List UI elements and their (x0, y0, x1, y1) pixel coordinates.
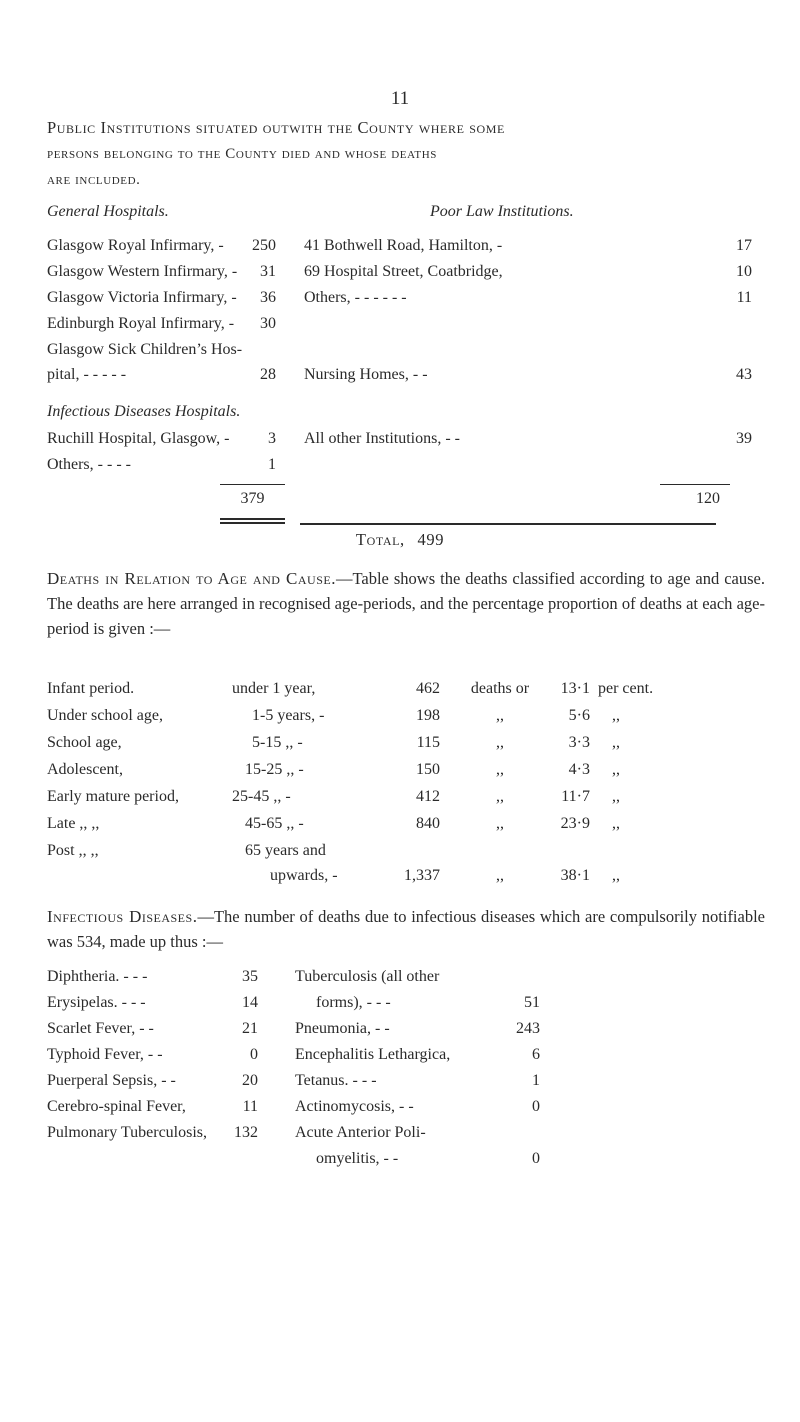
disease-name: Actinomycosis, - - (295, 1098, 414, 1115)
age-cause-text: —Table shows the deaths classified according to age and cause. The deaths are here arranged in recognised age-periods, and the percentage proportion of deaths at each age-period is given :— (47, 569, 765, 638)
disease-count: 243 (516, 1020, 540, 1037)
infectious-paragraph (47, 904, 765, 954)
disease-count: 132 (234, 1124, 258, 1141)
age-period: Infant period. (47, 680, 135, 697)
hospital-name: Others, - - - - (47, 456, 131, 473)
institution-name: 69 Hospital Street, Coatbridge, (304, 263, 503, 280)
poor-law-title: Poor Law Institutions. (430, 203, 574, 220)
unit: per cent. (598, 680, 654, 697)
disease-count: 21 (242, 1020, 258, 1037)
separator: ,, (496, 707, 504, 724)
subtotal-right: 120 (696, 490, 720, 507)
age-range: 65 years and (245, 842, 326, 859)
separator: ,, (496, 788, 504, 805)
death-count: 198 (416, 707, 440, 724)
disease-count: 11 (242, 1098, 258, 1115)
disease-name-continued: omyelitis, - - (316, 1150, 399, 1167)
disease-name: Puerperal Sepsis, - - (47, 1072, 176, 1089)
institution-name: All other Institutions, - - (304, 430, 460, 447)
percentage: 38·1 (560, 867, 590, 884)
disease-name-continued: forms), - - - (316, 994, 391, 1011)
subtotal-rule (660, 484, 730, 485)
hospital-name: Ruchill Hospital, Glasgow, - (47, 430, 230, 447)
age-range: 15-25 ,, - (245, 761, 304, 778)
unit: ,, (612, 707, 620, 724)
unit: ,, (612, 788, 620, 805)
death-count: 462 (416, 680, 440, 697)
hospital-name-continued: pital, - - - - - (47, 366, 127, 383)
disease-name: Encephalitis Lethargica, (295, 1046, 451, 1063)
general-hospitals-title: General Hospitals. (47, 203, 169, 220)
disease-count: 0 (250, 1046, 258, 1063)
institution-count: 17 (736, 237, 752, 254)
age-cause-paragraph (47, 566, 765, 641)
disease-name: Tuberculosis (all other (295, 968, 440, 985)
disease-name: Pulmonary Tuberculosis, (47, 1124, 208, 1141)
age-range-continued: upwards, - (270, 867, 338, 884)
hospital-count: 30 (260, 315, 276, 332)
institution-name: Others, - - - - - - (304, 289, 407, 306)
disease-count: 6 (532, 1046, 540, 1063)
institution-name: Nursing Homes, - - (304, 366, 428, 383)
institution-count: 10 (736, 263, 752, 280)
percentage: 13·1 (560, 680, 590, 697)
separator: ,, (496, 734, 504, 751)
death-count: 840 (416, 815, 440, 832)
age-range: 25-45 ,, - (232, 788, 291, 805)
separator: deaths or (470, 680, 530, 697)
total-value: 499 (417, 530, 445, 549)
disease-count: 0 (532, 1150, 540, 1167)
disease-count: 35 (242, 968, 258, 985)
hospital-count: 1 (268, 456, 276, 473)
institution-count: 39 (736, 430, 752, 447)
double-rule (220, 518, 285, 520)
infectious-lead: Infectious Diseases. (47, 907, 198, 926)
age-range: under 1 year, (232, 680, 316, 697)
percentage: 11·7 (561, 788, 590, 805)
hospital-name: Glasgow Royal Infirmary, - (47, 237, 224, 254)
disease-count: 20 (242, 1072, 258, 1089)
age-range: 1-5 years, - (252, 707, 325, 724)
hospital-count: 3 (268, 430, 276, 447)
disease-name: Acute Anterior Poli- (295, 1124, 426, 1141)
disease-name: Erysipelas. - - - (47, 994, 146, 1011)
disease-name: Cerebro-spinal Fever, (47, 1098, 186, 1115)
disease-name: Pneumonia, - - (295, 1020, 390, 1037)
heading-line-1: Public Institutions situated outwith the County where some (47, 118, 505, 137)
institution-count: 43 (736, 366, 752, 383)
disease-count: 0 (532, 1098, 540, 1115)
disease-count: 14 (242, 994, 258, 1011)
unit: ,, (612, 734, 620, 751)
hospital-name: Edinburgh Royal Infirmary, - (47, 315, 235, 332)
age-period: Adolescent, (47, 761, 123, 778)
separator: ,, (496, 761, 504, 778)
infectious-hospitals-title: Infectious Diseases Hospitals. (47, 403, 241, 420)
death-count: 150 (416, 761, 440, 778)
total-label: Total, (355, 530, 405, 549)
death-count: 1,337 (404, 867, 440, 884)
age-range: 45-65 ,, - (245, 815, 304, 832)
separator: ,, (496, 867, 504, 884)
age-cause-lead: Deaths in Relation to Age and Cause. (47, 569, 336, 588)
unit: ,, (612, 761, 620, 778)
total-rule (300, 523, 716, 525)
hospital-name: Glasgow Sick Children’s Hos- (47, 341, 243, 358)
hospital-name: Glasgow Victoria Infirmary, - (47, 289, 237, 306)
unit: ,, (612, 815, 620, 832)
hospital-name: Glasgow Western Infirmary, - (47, 263, 238, 280)
hospital-count: 250 (252, 237, 276, 254)
disease-name: Scarlet Fever, - - (47, 1020, 154, 1037)
disease-name: Typhoid Fever, - - (47, 1046, 163, 1063)
subtotal-rule (220, 484, 285, 485)
heading-line-2: persons belonging to the County died and whose deaths (47, 146, 437, 162)
hospital-count: 36 (260, 289, 276, 306)
age-range: 5-15 ,, - (252, 734, 303, 751)
disease-count: 51 (524, 994, 540, 1011)
infectious-text: —The number of deaths due to infectious diseases which are compulsorily notifiable was 534, made up thus :— (47, 907, 766, 951)
double-rule (220, 522, 285, 524)
age-period: Late ,, ,, (47, 815, 100, 832)
subtotal-left: 379 (240, 490, 265, 507)
percentage: 5·6 (568, 707, 590, 724)
percentage: 4·3 (568, 761, 590, 778)
death-count: 412 (416, 788, 440, 805)
age-period: Early mature period, (47, 788, 179, 805)
death-count: 115 (416, 734, 440, 751)
disease-name: Diphtheria. - - - (47, 968, 148, 985)
institution-count: 11 (736, 289, 752, 306)
disease-name: Tetanus. - - - (295, 1072, 377, 1089)
age-period: Post ,, ,, (47, 842, 99, 859)
page-number: 11 (390, 88, 410, 109)
age-period: School age, (47, 734, 122, 751)
heading-line-3: are included. (47, 172, 141, 188)
grand-total (0, 530, 800, 550)
institution-name: 41 Bothwell Road, Hamilton, - (304, 237, 503, 254)
hospital-count: 28 (260, 366, 276, 383)
disease-count: 1 (532, 1072, 540, 1089)
hospital-count: 31 (260, 263, 276, 280)
percentage: 3·3 (568, 734, 590, 751)
unit: ,, (612, 867, 620, 884)
separator: ,, (496, 815, 504, 832)
age-period: Under school age, (47, 707, 163, 724)
percentage: 23·9 (560, 815, 590, 832)
